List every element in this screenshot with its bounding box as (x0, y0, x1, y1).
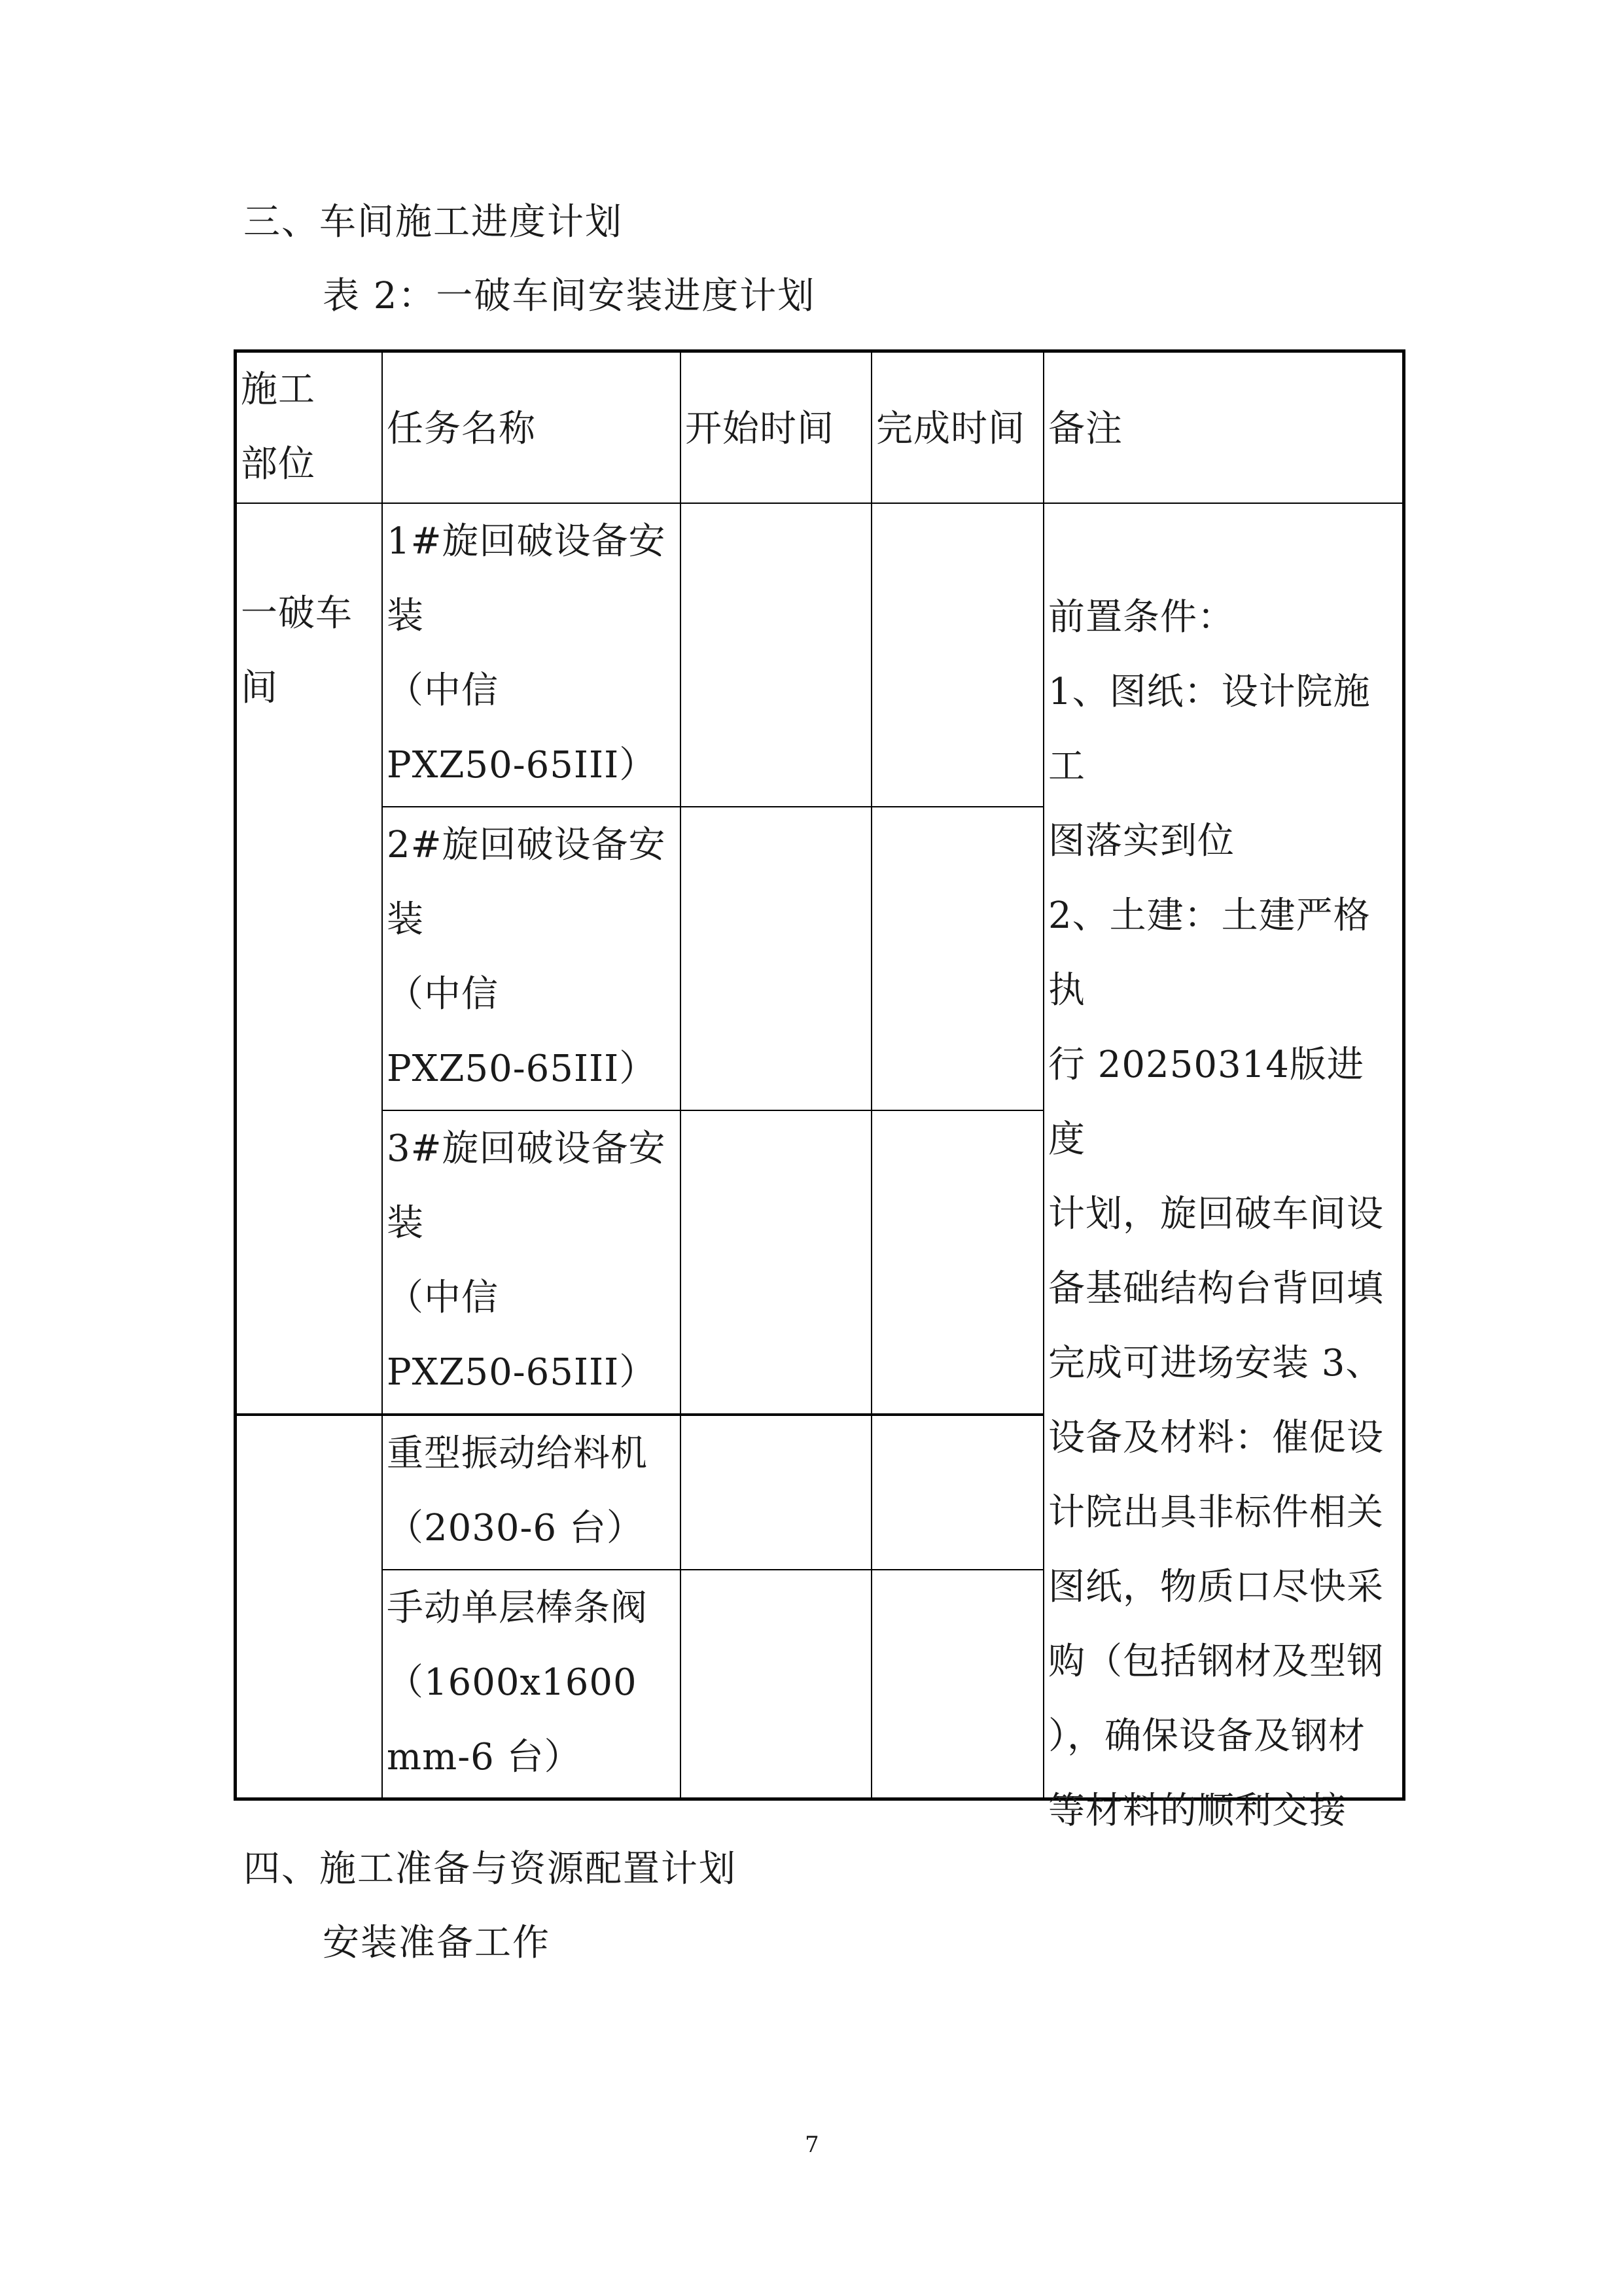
header-task: 任务名称 (387, 408, 536, 450)
workshop-cell (237, 576, 381, 733)
start-time-cell (681, 808, 871, 1110)
row-divider (381, 1569, 1043, 1570)
task-cell (383, 504, 680, 806)
finish-time-cell (872, 1571, 1043, 1797)
notes-line: 1、图纸：设计院施工 (1048, 671, 1371, 788)
notes-line: ），确保设备及钢材 (1048, 1715, 1366, 1757)
notes-line: 前置条件： (1048, 596, 1235, 639)
header-part-line: 施工 (241, 368, 315, 411)
page-number: 7 (805, 2132, 819, 2158)
task-line: （中信 (387, 973, 499, 1016)
finish-time-cell (872, 1112, 1043, 1413)
workshop-line: 一破车 (241, 592, 353, 635)
header-start: 开始时间 (685, 408, 834, 450)
finish-time-cell (872, 504, 1043, 806)
start-time-cell (681, 504, 871, 806)
notes-line: 完成可进场安装 3、 (1048, 1342, 1383, 1385)
notes-line: 行 20250314版进度 (1048, 1044, 1364, 1161)
task-cell (383, 808, 680, 1110)
section-heading-4: 四、施工准备与资源配置计划 (243, 1848, 737, 1890)
workshop-line: 间 (241, 667, 278, 709)
task-line: （中信 (387, 669, 499, 712)
task-line: （2030-6 台） (387, 1507, 644, 1549)
task-line: （中信 (387, 1277, 499, 1319)
header-finish: 完成时间 (876, 408, 1025, 450)
task-line: mm-6 台） (387, 1736, 582, 1778)
task-line: PXZ50-65III） (387, 744, 657, 786)
header-notes: 备注 (1048, 408, 1123, 450)
task-cell (383, 1571, 680, 1797)
row-divider (381, 806, 1043, 807)
task-line: 2#旋回破设备安 (387, 824, 666, 866)
notes-line: 计院出具非标件相关 (1048, 1491, 1384, 1534)
task-line: 装 (387, 595, 424, 637)
finish-time-cell (872, 808, 1043, 1110)
subheading: 安装准备工作 (323, 1922, 550, 1964)
header-divider (237, 503, 1402, 504)
notes-line: 计划，旋回破车间设 (1048, 1193, 1384, 1235)
task-line: 装 (387, 898, 424, 941)
notes-line: 2、土建：土建严格执 (1048, 894, 1371, 1012)
notes-line: 设备及材料：催促设 (1048, 1417, 1384, 1459)
header-part (237, 353, 381, 503)
task-line: 装 (387, 1202, 424, 1245)
notes-cell (1044, 580, 1401, 1832)
task-line: （1600x1600 (387, 1661, 637, 1704)
notes-line: 购（包括钢材及型钢 (1048, 1640, 1384, 1683)
notes-line: 等材料的顺利交接 (1048, 1790, 1347, 1832)
task-line: 手动单层棒条阀 (387, 1587, 648, 1629)
task-line: 1#旋回破设备安 (387, 520, 666, 563)
task-cell (383, 1112, 680, 1413)
row-divider (237, 1413, 1043, 1416)
finish-time-cell (872, 1417, 1043, 1569)
start-time-cell (681, 1112, 871, 1413)
task-line: PXZ50-65III） (387, 1351, 657, 1394)
start-time-cell (681, 1417, 871, 1569)
table-caption: 表 2：一破车间安装进度计划 (323, 275, 816, 317)
section-heading-3: 三、车间施工进度计划 (243, 201, 623, 243)
task-line: PXZ50-65III） (387, 1048, 657, 1090)
row-divider (381, 1110, 1043, 1111)
header-part-line: 部位 (241, 443, 315, 486)
notes-line: 图落实到位 (1048, 820, 1235, 862)
notes-line: 图纸，物质口尽快采 (1048, 1566, 1384, 1608)
task-cell (383, 1417, 680, 1569)
task-line: 重型振动给料机 (387, 1432, 648, 1475)
task-line: 3#旋回破设备安 (387, 1127, 666, 1170)
schedule-table (234, 349, 1405, 1832)
start-time-cell (681, 1571, 871, 1797)
notes-line: 备基础结构台背回填 (1048, 1267, 1384, 1310)
